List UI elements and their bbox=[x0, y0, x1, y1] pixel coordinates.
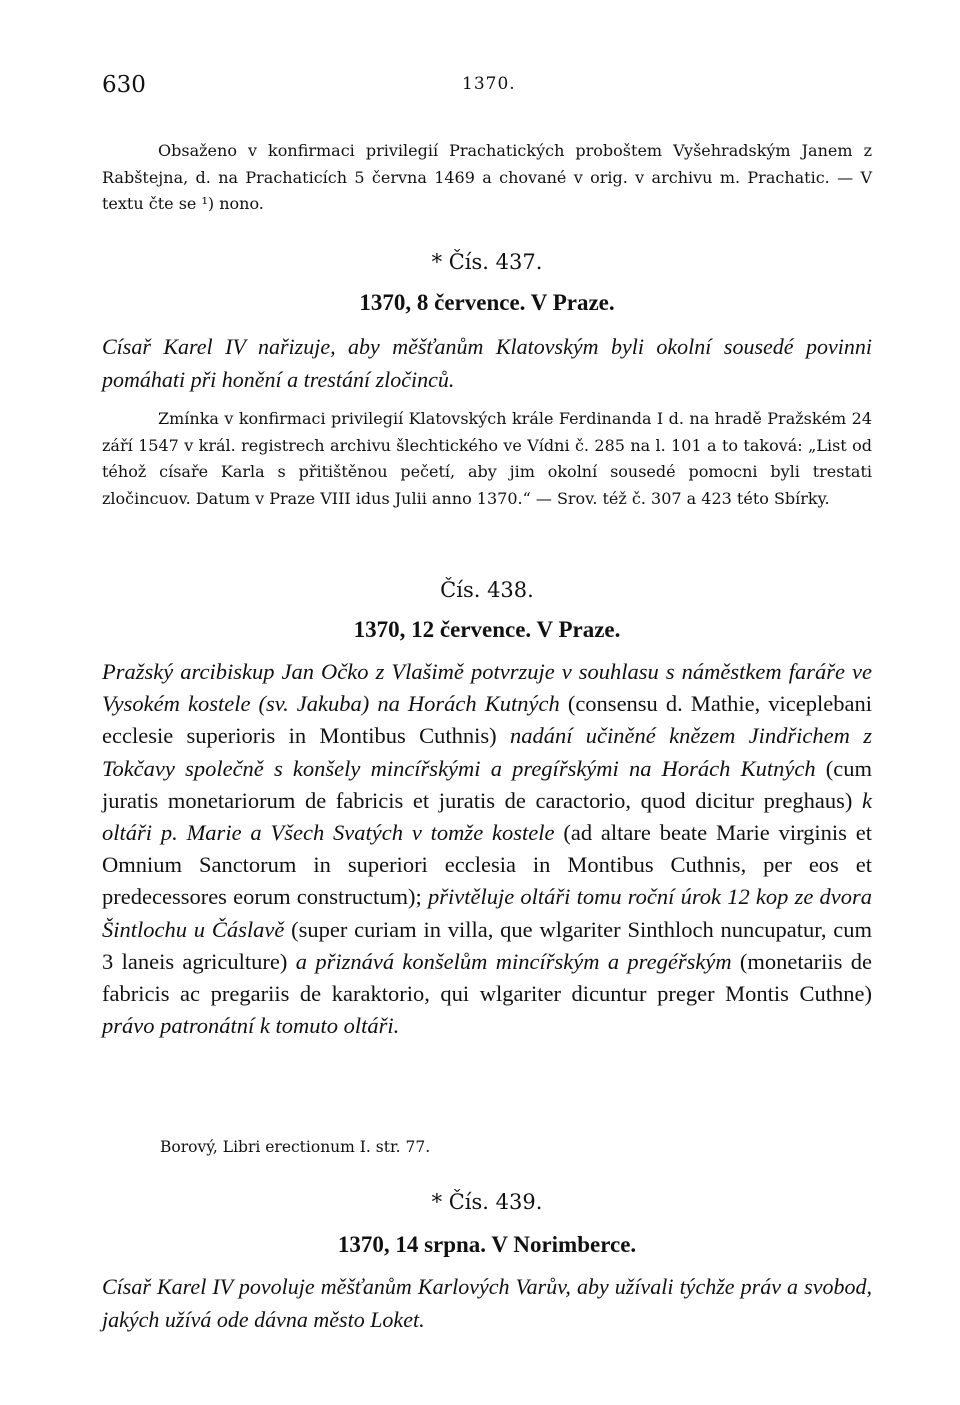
czech-summary-segment: přivtěluje oltáři tomu roční úrok 12 kop ze dvora Šintlochu u Čáslavě bbox=[102, 884, 872, 942]
latin-quote-segment: (cum juratis monetariorum de fabricis et juratis de caractorio, quod dicitur preghaus) bbox=[102, 755, 872, 813]
czech-summary-segment: právo patronátní k tomuto oltáři. bbox=[102, 1013, 400, 1039]
entry-439-date: 1370, 14 srpna. V Norimberce. bbox=[337, 1232, 637, 1257]
czech-summary-segment: k oltáři p. Marie a Všech Svatých v tomže kostele bbox=[102, 787, 872, 846]
entry-439-number: * Čís. 439. bbox=[431, 1190, 543, 1214]
page-number: 630 bbox=[102, 72, 146, 98]
entry-439-summary: Císař Karel IV povoluje měšťanům Karlových Varův, aby užívali týchže práv a svobod, jakých užívá ode dávna město Loket. bbox=[102, 1274, 872, 1332]
czech-summary-segment: nadání učiněné knězem Jindřichem z Tokčavy společně s konšely mincířskými a pregířskými na Horách Kutných bbox=[102, 723, 872, 781]
entry-437-date: 1370, 8 července. V Praze. bbox=[359, 290, 615, 315]
entry-438-number: Čís. 438. bbox=[440, 578, 534, 602]
latin-quote-segment: (consensu d. Mathie, viceplebani ecclesie superioris in Montibus Cuthnis) bbox=[102, 691, 872, 749]
entry-438-source: Borový, Libri erectionum I. str. 77. bbox=[160, 1138, 431, 1156]
latin-quote-segment: (monetariis de fabricis ac pregariis de karaktorio, qui wlgariter dicuntur preger Montis Cuthne) bbox=[102, 948, 872, 1007]
entry-437-note: Zmínka v konfirmaci privilegií Klatovských krále Ferdinanda I d. na hradě Pražském 24 září 1547 v král. registrech archivu šlechtického ve Vídni č. 285 na l. 101 a to taková: „List od téhož císaře Karla s přitištěnou pečetí, aby jim okolní sousedé pomocni byli trestati zločincuov. Datum v Praze VIII idus Julii anno 1370.“ — Srov. též č. 307 a 423 této Sbírky. bbox=[102, 409, 872, 508]
czech-summary-segment: Pražský arcibiskup Jan Očko z Vlašimě potvrzuje v souhlasu s náměstkem faráře ve Vysokém kostele (sv. Jakuba) na Horách Kutných bbox=[102, 659, 872, 717]
page-header bbox=[102, 72, 872, 102]
latin-quote-segment: (super curiam in villa, que wlgariter Sinthloch nuncupatur, cum 3 laneis agriculture) bbox=[102, 916, 872, 974]
entry-437-number: * Čís. 437. bbox=[431, 250, 543, 274]
entry-438-body bbox=[102, 656, 872, 1042]
intro-note: Obsaženo v konfirmaci privilegií Prachatických proboštem Vyšehradským Janem z Rabštejna, d. na Prachaticích 5 června 1469 a chované v orig. v archivu m. Prachatic. — V textu čte se ¹) nono. bbox=[102, 141, 872, 213]
entry-437-summary: Císař Karel IV nařizuje, aby měšťanům Klatovským byli okolní sousedé povinni pomáhati při honění a trestání zločinců. bbox=[102, 334, 872, 392]
entry-438-date: 1370, 12 července. V Praze. bbox=[353, 617, 621, 642]
header-year: 1370. bbox=[462, 74, 516, 94]
latin-quote-segment: (ad altare beate Marie virginis et Omnium Sanctorum in superiori ecclesia in Montibus Cuthnis, per eos et predecessores eorum constructum); bbox=[102, 820, 873, 910]
czech-summary-segment: a přiznává konšelům mincířským a pregéřským bbox=[295, 948, 732, 974]
